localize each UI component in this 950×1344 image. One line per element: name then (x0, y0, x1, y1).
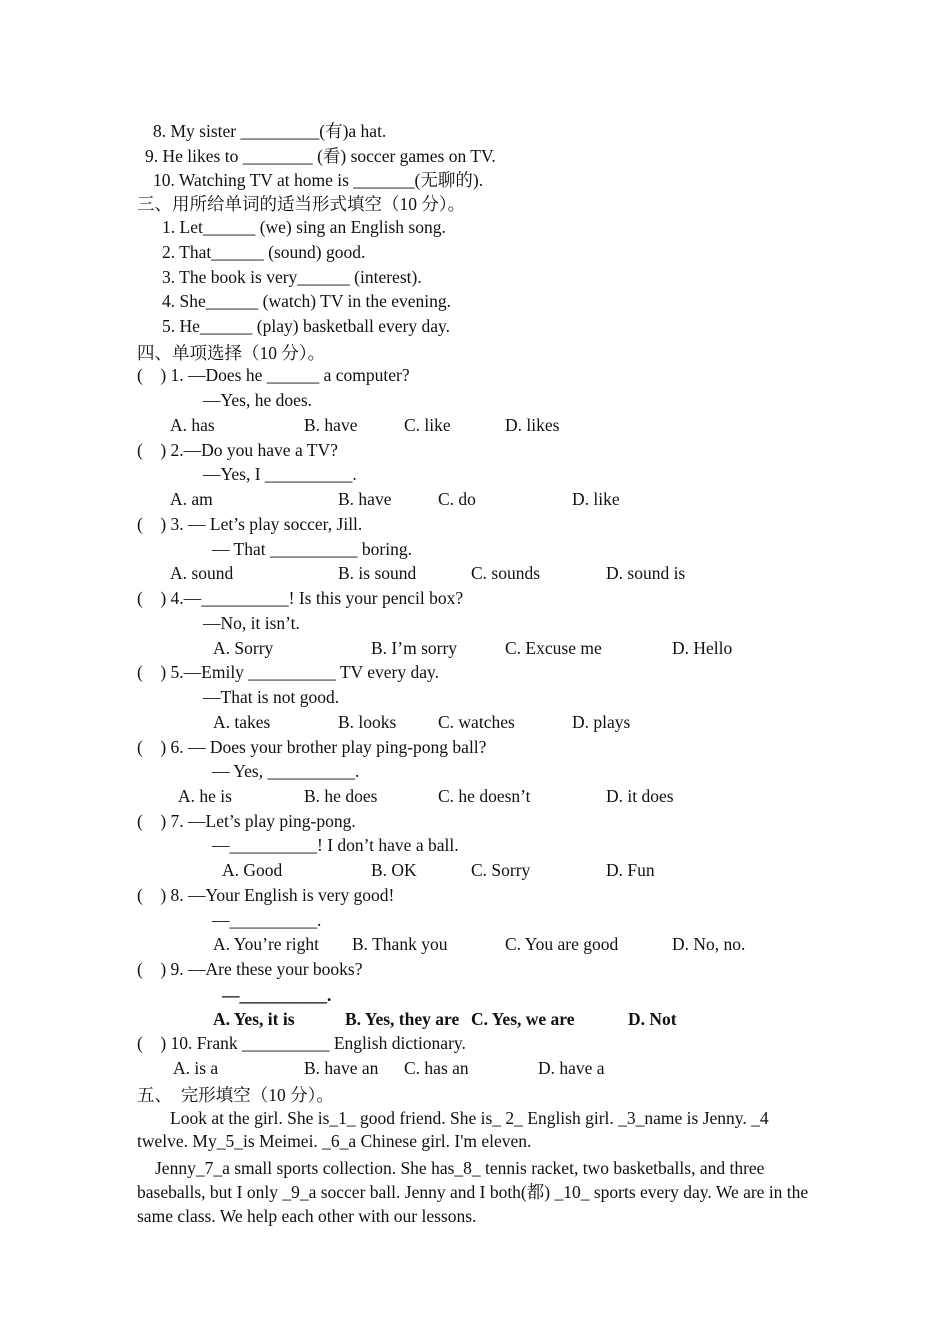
question-7-option-a: A. Good (222, 860, 283, 880)
section3-heading: 三、用所给单词的适当形式填空（10 分）。 (137, 194, 466, 214)
question-6-option-c: C. he doesn’t (438, 786, 531, 806)
question-5-option-a: A. takes (213, 712, 271, 732)
question-8-reply: —__________. (212, 910, 322, 930)
question-3-option-c: C. sounds (471, 563, 541, 583)
question-10-stem: ( ) 10. Frank __________ English dictionary. (137, 1033, 466, 1053)
question-2-option-d: D. like (572, 489, 620, 509)
question-6-reply: — Yes, __________. (212, 761, 360, 781)
fill-item-8: 8. My sister _________(有)a hat. (153, 121, 387, 141)
question-5-reply: —That is not good. (203, 687, 340, 707)
question-2-option-b: B. have (338, 489, 392, 509)
question-4-reply: —No, it isn’t. (203, 613, 300, 633)
question-5-option-c: C. watches (438, 712, 515, 732)
section4-heading: 四、单项选择（10 分）。 (137, 343, 326, 363)
word-form-item-2: 2. That______ (sound) good. (162, 242, 366, 262)
question-6-option-a: A. he is (178, 786, 232, 806)
question-2-option-c: C. do (438, 489, 476, 509)
question-5-option-b: B. looks (338, 712, 397, 732)
question-5-stem: ( ) 5.—Emily __________ TV every day. (137, 662, 439, 682)
question-7-reply: —__________! I don’t have a ball. (212, 835, 459, 855)
question-2-stem: ( ) 2.—Do you have a TV? (137, 440, 338, 460)
word-form-item-4: 4. She______ (watch) TV in the evening. (162, 291, 452, 311)
question-10-option-c: C. has an (404, 1058, 469, 1078)
word-form-item-5: 5. He______ (play) basketball every day. (162, 316, 451, 336)
question-9-stem: ( ) 9. —Are these your books? (137, 959, 363, 979)
question-4-option-d: D. Hello (672, 638, 733, 658)
fill-item-10: 10. Watching TV at home is _______(无聊的). (153, 170, 484, 190)
question-6-option-b: B. he does (304, 786, 378, 806)
question-3-reply: — That __________ boring. (212, 539, 412, 559)
question-2-reply: —Yes, I __________. (203, 464, 357, 484)
question-4-option-a: A. Sorry (213, 638, 274, 658)
word-form-item-3: 3. The book is very______ (interest). (162, 267, 422, 287)
question-6-stem: ( ) 6. — Does your brother play ping-pong ball? (137, 737, 487, 757)
question-3-stem: ( ) 3. — Let’s play soccer, Jill. (137, 514, 363, 534)
question-9-option-b: B. Yes, they are (345, 1009, 460, 1029)
section5-heading: 五、 完形填空（10 分）。 (137, 1085, 334, 1105)
question-2-option-a: A. am (170, 489, 213, 509)
question-9-option-a: A. Yes, it is (213, 1009, 295, 1029)
question-10-option-a: A. is a (173, 1058, 219, 1078)
question-1-option-b: B. have (304, 415, 358, 435)
question-5-option-d: D. plays (572, 712, 631, 732)
question-8-option-b: B. Thank you (352, 934, 448, 954)
question-7-stem: ( ) 7. —Let’s play ping-pong. (137, 811, 356, 831)
word-form-item-1: 1. Let______ (we) sing an English song. (162, 217, 446, 237)
question-9-option-d: D. Not (628, 1009, 677, 1029)
question-10-option-d: D. have a (538, 1058, 605, 1078)
question-1-option-c: C. like (404, 415, 451, 435)
fill-item-9: 9. He likes to ________ (看) soccer games on TV. (145, 146, 496, 166)
cloze-paragraph-2: Jenny_7_a small sports collection. She has_8_ tennis racket, two basketballs, and three baseballs, but I only _9_a soccer ball. Jenny and I both(都) _10_ sports every day. We are in the same class. We help each other with our lessons. (137, 1158, 809, 1226)
question-1-option-a: A. has (170, 415, 215, 435)
question-8-option-c: C. You are good (505, 934, 619, 954)
question-4-option-b: B. I’m sorry (371, 638, 458, 658)
question-4-stem: ( ) 4.—__________! Is this your pencil box? (137, 588, 464, 608)
question-7-option-b: B. OK (371, 860, 417, 880)
question-1-reply: —Yes, he does. (203, 390, 313, 410)
question-3-option-d: D. sound is (606, 563, 686, 583)
question-10-option-b: B. have an (304, 1058, 379, 1078)
question-8-option-d: D. No, no. (672, 934, 746, 954)
question-1-stem: ( ) 1. —Does he ______ a computer? (137, 365, 410, 385)
question-8-stem: ( ) 8. —Your English is very good! (137, 885, 395, 905)
question-9-option-c: C. Yes, we are (471, 1009, 575, 1029)
question-7-option-c: C. Sorry (471, 860, 531, 880)
question-3-option-a: A. sound (170, 563, 234, 583)
question-6-option-d: D. it does (606, 786, 674, 806)
cloze-paragraph-1: Look at the girl. She is_1_ good friend. She is_ 2_ English girl. _3_name is Jenny. _4 twelve. My_5_is Meimei. _6_a Chinese girl. I'm eleven. (137, 1108, 769, 1151)
question-7-option-d: D. Fun (606, 860, 655, 880)
question-8-option-a: A. You’re right (213, 934, 319, 954)
question-1-option-d: D. likes (505, 415, 560, 435)
question-3-option-b: B. is sound (338, 563, 417, 583)
question-9-reply: —__________. (222, 985, 332, 1005)
question-4-option-c: C. Excuse me (505, 638, 602, 658)
